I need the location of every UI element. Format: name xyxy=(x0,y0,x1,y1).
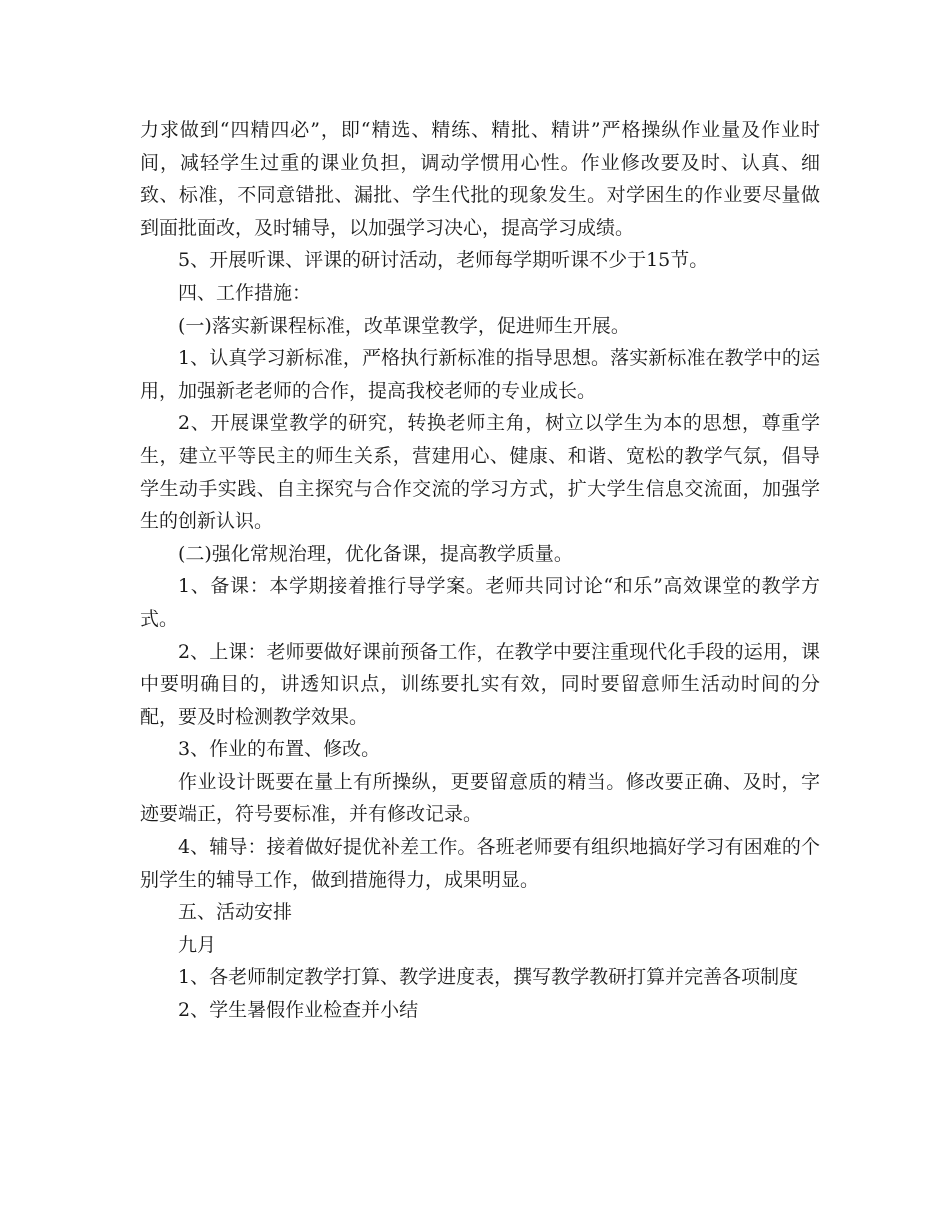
paragraph-september-item-2: 2、学生暑假作业检查并小结 xyxy=(178,999,419,1022)
month-heading-september: 九月 xyxy=(178,933,217,956)
paragraph-item-3-homework: 3、作业的布置、修改。 xyxy=(178,738,381,761)
paragraph-item-5-lesson-observation: 5、开展听课、评课的研讨活动，老师每学期听课不少于15节。 xyxy=(178,249,709,272)
paragraph-item-4-tutoring: 4、辅导：接着做好提优补差工作。各班老师要有组织地搞好学习有困难的个别学生的辅导工作，做到措施得力，成果明显。 xyxy=(140,836,820,891)
paragraph-item-1-lesson-preparation: 1、备课：本学期接着推行导学案。老师共同讨论“和乐”高效课堂的教学方式。 xyxy=(140,575,820,630)
paragraph-homework-requirements: 力求做到“四精四必”，即“精选、精练、精批、精讲”严格操纵作业量及作业时间，减轻学生过重的课业负担，调动学惯用心性。作业修改要及时、认真、细致、标准，不同意错批、漏批、学生代批的现象发生。对学困生的作业要尽量做到面批面改，及时辅导，以加强学习决心，提高学习成绩。 xyxy=(140,119,820,239)
section-heading-work-measures: 四、工作措施： xyxy=(178,281,312,304)
paragraph-september-item-1: 1、各老师制定教学打算、教学进度表，撰写教学教研打算并完善各项制度 xyxy=(178,966,799,989)
subsection-heading-routine-management: (二)强化常规治理，优化备课，提高教学质量。 xyxy=(178,542,573,565)
paragraph-item-1-study-standards: 1、认真学习新标准，严格执行新标准的指导思想。落实新标准在教学中的运用，加强新老老师的合作，提高我校老师的专业成长。 xyxy=(140,347,820,402)
paragraph-homework-design: 作业设计既要在量上有所操纵，更要留意质的精当。修改要正确、及时，字迹要端正，符号要标准，并有修改记录。 xyxy=(140,770,820,826)
subsection-heading-curriculum-standards: (一)落实新课程标准，改革课堂教学，促进师生开展。 xyxy=(178,314,630,337)
paragraph-item-2-teaching: 2、上课：老师要做好课前预备工作，在教学中要注重现代化手段的运用，课中要明确目的，讲透知识点，训练要扎实有效，同时要留意师生活动时间的分配，要及时检测教学效果。 xyxy=(140,640,820,728)
document-body xyxy=(140,114,820,1027)
section-heading-activity-schedule: 五、活动安排 xyxy=(178,901,293,924)
paragraph-item-2-classroom-research: 2、开展课堂教学的研究，转换老师主角，树立以学生为本的思想，尊重学生，建立平等民主的师生关系，营建用心、健康、和谐、宽松的教学气氛，倡导学生动手实践、自主探究与合作交流的学习方式，扩大学生信息交流面，加强学生的创新认识。 xyxy=(140,412,820,533)
